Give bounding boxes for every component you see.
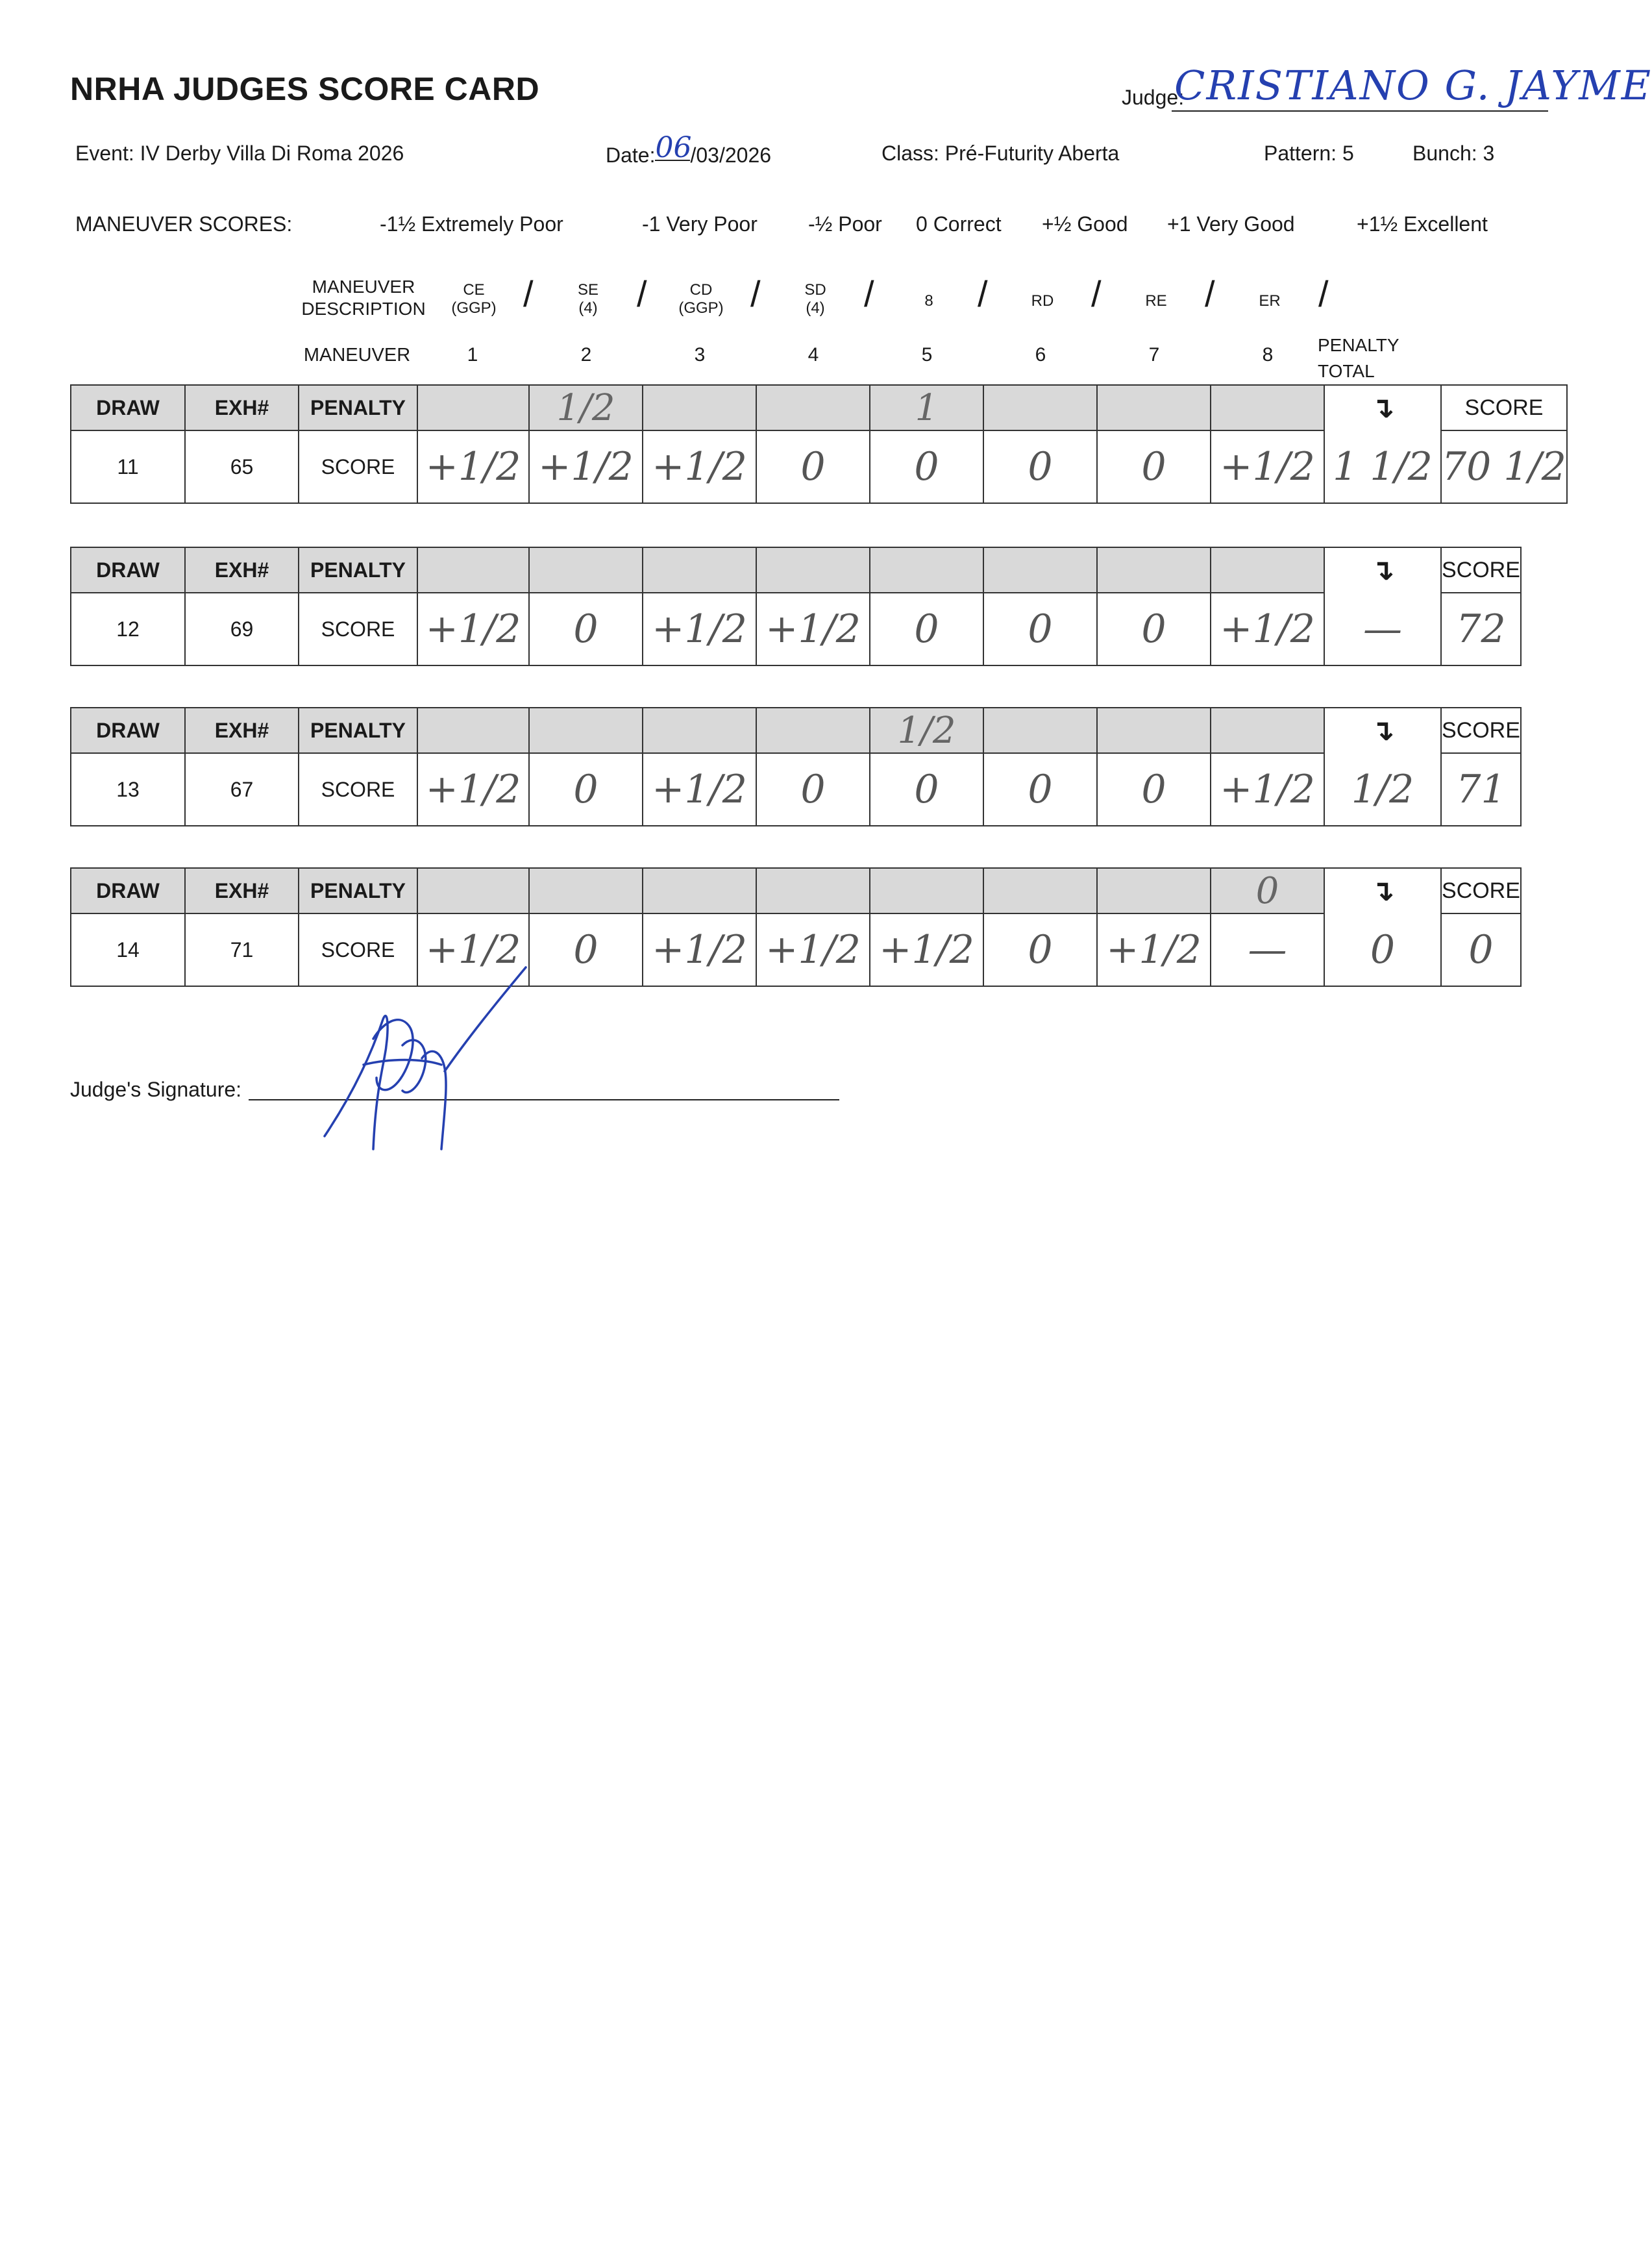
- scale-very-poor: -1 Very Poor: [642, 212, 758, 236]
- exh-header: EXH#: [185, 868, 299, 913]
- final-score-value[interactable]: 70 1/2: [1441, 430, 1567, 503]
- penalty-cell-6[interactable]: [983, 385, 1097, 430]
- maneuver-number-1: 1: [467, 344, 478, 366]
- draw-number: 11: [71, 430, 185, 503]
- maneuver-desc-4: SD (4): [804, 281, 826, 317]
- maneuver-score-cell-5[interactable]: 0: [870, 593, 983, 665]
- exh-header: EXH#: [185, 708, 299, 753]
- penalty-cell-1[interactable]: [417, 385, 529, 430]
- score-block: [70, 707, 1522, 826]
- maneuver-separator: /: [523, 273, 534, 314]
- date-day-handwritten[interactable]: 06: [655, 131, 692, 164]
- exhibitor-number: 71: [185, 913, 299, 986]
- maneuver-number-5: 5: [921, 344, 933, 366]
- penalty-cell-7[interactable]: [1097, 868, 1211, 913]
- score-row-label: SCORE: [299, 913, 417, 986]
- penalty-cell-6[interactable]: [983, 708, 1097, 753]
- penalty-total-arrow: ↴: [1324, 547, 1441, 593]
- maneuver-score-cell-1[interactable]: +1/2: [417, 430, 529, 503]
- draw-number: 12: [71, 593, 185, 665]
- judge-name-field[interactable]: [1172, 60, 1652, 112]
- maneuver-score-cell-7[interactable]: 0: [1097, 430, 1211, 503]
- penalty-cell-1[interactable]: [417, 708, 529, 753]
- maneuver-number-label: MANEUVER: [303, 345, 411, 366]
- maneuver-score-cell-5[interactable]: 0: [870, 430, 983, 503]
- maneuver-score-cell-7[interactable]: 0: [1097, 593, 1211, 665]
- event-name: Event: IV Derby Villa Di Roma 2026: [75, 142, 404, 165]
- penalty-cell-2[interactable]: 1/2: [529, 385, 643, 430]
- penalty-header: PENALTY: [299, 385, 417, 430]
- penalty-cell-3[interactable]: [643, 385, 756, 430]
- maneuver-desc-5: 8: [924, 292, 933, 310]
- scale-extremely-poor: -1½ Extremely Poor: [380, 212, 563, 236]
- penalty-cell-6[interactable]: [983, 868, 1097, 913]
- penalty-cell-4[interactable]: [756, 385, 870, 430]
- penalty-cell-7[interactable]: [1097, 385, 1211, 430]
- card-title: NRHA JUDGES SCORE CARD: [70, 71, 540, 107]
- maneuver-score-cell-4[interactable]: +1/2: [756, 593, 870, 665]
- draw-header: DRAW: [71, 868, 185, 913]
- maneuver-score-cell-1[interactable]: +1/2: [417, 593, 529, 665]
- penalty-total-value[interactable]: 0: [1324, 913, 1441, 986]
- scale-excellent: +1½ Excellent: [1357, 212, 1488, 236]
- pattern-number: Pattern: 5: [1264, 142, 1354, 165]
- penalty-cell-4[interactable]: [756, 547, 870, 593]
- penalty-total-value[interactable]: —: [1324, 593, 1441, 665]
- draw-header: DRAW: [71, 708, 185, 753]
- scale-good: +½ Good: [1042, 212, 1128, 236]
- penalty-cell-7[interactable]: [1097, 708, 1211, 753]
- maneuver-score-cell-2[interactable]: 0: [529, 593, 643, 665]
- score-row-label: SCORE: [299, 753, 417, 826]
- maneuver-score-cell-6[interactable]: 0: [983, 430, 1097, 503]
- penalty-total-arrow: ↴: [1324, 385, 1441, 430]
- maneuver-score-cell-2[interactable]: 0: [529, 753, 643, 826]
- penalty-header: PENALTY: [299, 868, 417, 913]
- maneuver-score-cell-1[interactable]: +1/2: [417, 753, 529, 826]
- maneuver-score-cell-6[interactable]: 0: [983, 913, 1097, 986]
- maneuver-number-3: 3: [694, 344, 706, 366]
- penalty-cell-4[interactable]: [756, 868, 870, 913]
- maneuver-desc-1: CE (GGP): [451, 281, 497, 317]
- penalty-cell-8[interactable]: [1211, 708, 1324, 753]
- penalty-cell-4[interactable]: [756, 708, 870, 753]
- maneuver-score-cell-3[interactable]: +1/2: [643, 753, 756, 826]
- maneuver-score-cell-4[interactable]: 0: [756, 753, 870, 826]
- maneuver-score-cell-3[interactable]: +1/2: [643, 913, 756, 986]
- penalty-total-label: PENALTY TOTAL: [1318, 335, 1399, 381]
- maneuver-score-cell-2[interactable]: 0: [529, 913, 643, 986]
- signature-label: Judge's Signature:: [70, 1078, 242, 1101]
- penalty-total-value[interactable]: 1 1/2: [1324, 430, 1441, 503]
- maneuver-score-cell-7[interactable]: 0: [1097, 753, 1211, 826]
- maneuver-separator: /: [750, 273, 761, 314]
- score-row-label: SCORE: [299, 430, 417, 503]
- maneuver-separator: /: [1205, 273, 1215, 314]
- score-column-header: SCORE: [1441, 547, 1521, 593]
- exhibitor-number: 69: [185, 593, 299, 665]
- maneuver-score-cell-8[interactable]: +1/2: [1211, 430, 1324, 503]
- penalty-total-arrow: ↴: [1324, 708, 1441, 753]
- draw-header: DRAW: [71, 547, 185, 593]
- maneuver-score-cell-7[interactable]: +1/2: [1097, 913, 1211, 986]
- score-column-header: SCORE: [1441, 385, 1567, 430]
- penalty-total-value[interactable]: 1/2: [1324, 753, 1441, 826]
- penalty-cell-2[interactable]: [529, 708, 643, 753]
- date-field: [606, 131, 772, 168]
- penalty-cell-5[interactable]: [870, 547, 983, 593]
- draw-number: 13: [71, 753, 185, 826]
- maneuver-score-cell-5[interactable]: 0: [870, 753, 983, 826]
- scale-very-good: +1 Very Good: [1167, 212, 1295, 236]
- maneuver-separator: /: [1091, 273, 1102, 314]
- penalty-cell-2[interactable]: [529, 868, 643, 913]
- class-name: Class: Pré-Futurity Aberta: [881, 142, 1120, 165]
- penalty-cell-8[interactable]: 0: [1211, 868, 1324, 913]
- maneuver-desc-6: RD: [1031, 292, 1054, 310]
- exhibitor-number: 67: [185, 753, 299, 826]
- penalty-header: PENALTY: [299, 547, 417, 593]
- penalty-cell-8[interactable]: [1211, 547, 1324, 593]
- maneuver-score-cell-1[interactable]: +1/2: [417, 913, 529, 986]
- penalty-cell-3[interactable]: [643, 547, 756, 593]
- judge-label: Judge:: [1122, 86, 1185, 109]
- maneuver-separator: /: [637, 273, 647, 314]
- maneuver-score-cell-4[interactable]: +1/2: [756, 913, 870, 986]
- date-rest: /03/2026: [690, 143, 772, 167]
- penalty-cell-2[interactable]: [529, 547, 643, 593]
- penalty-cell-5[interactable]: 1/2: [870, 708, 983, 753]
- maneuver-score-cell-4[interactable]: 0: [756, 430, 870, 503]
- score-row-label: SCORE: [299, 593, 417, 665]
- bunch-number: Bunch: 3: [1412, 142, 1495, 165]
- maneuver-desc-3: CD (GGP): [678, 281, 724, 317]
- maneuver-number-8: 8: [1262, 344, 1274, 366]
- scale-correct: 0 Correct: [916, 212, 1002, 236]
- date-label: Date:: [606, 143, 656, 167]
- score-column-header: SCORE: [1441, 868, 1521, 913]
- scale-poor: -½ Poor: [808, 212, 882, 236]
- draw-number: 14: [71, 913, 185, 986]
- penalty-cell-1[interactable]: [417, 868, 529, 913]
- maneuver-score-cell-8[interactable]: +1/2: [1211, 593, 1324, 665]
- penalty-cell-6[interactable]: [983, 547, 1097, 593]
- penalty-cell-1[interactable]: [417, 547, 529, 593]
- score-block: [70, 384, 1568, 504]
- maneuver-separator: /: [1318, 273, 1329, 314]
- penalty-cell-7[interactable]: [1097, 547, 1211, 593]
- penalty-total-arrow: ↴: [1324, 868, 1441, 913]
- penalty-cell-5[interactable]: 1: [870, 385, 983, 430]
- maneuver-score-cell-8[interactable]: +1/2: [1211, 753, 1324, 826]
- score-block: [70, 867, 1522, 987]
- final-score-value[interactable]: 0: [1441, 913, 1521, 986]
- maneuver-number-7: 7: [1148, 344, 1160, 366]
- final-score-value[interactable]: 72: [1441, 593, 1521, 665]
- judge-name-handwritten: CRISTIANO G. JAYME: [1174, 62, 1652, 109]
- penalty-cell-3[interactable]: [643, 868, 756, 913]
- score-column-header: SCORE: [1441, 708, 1521, 753]
- maneuver-score-cell-8[interactable]: —: [1211, 913, 1324, 986]
- maneuver-score-cell-6[interactable]: 0: [983, 753, 1097, 826]
- maneuver-score-cell-3[interactable]: +1/2: [643, 430, 756, 503]
- maneuver-number-4: 4: [808, 344, 819, 366]
- maneuver-separator: /: [978, 273, 988, 314]
- maneuver-scores-label: MANEUVER SCORES:: [75, 212, 293, 236]
- maneuver-desc-7: RE: [1145, 292, 1167, 310]
- exhibitor-number: 65: [185, 430, 299, 503]
- score-block: [70, 547, 1522, 666]
- penalty-cell-5[interactable]: [870, 868, 983, 913]
- maneuver-desc-8: ER: [1259, 292, 1281, 310]
- maneuver-separator: /: [864, 273, 874, 314]
- penalty-cell-8[interactable]: [1211, 385, 1324, 430]
- exh-header: EXH#: [185, 547, 299, 593]
- draw-header: DRAW: [71, 385, 185, 430]
- maneuver-description-label: MANEUVER DESCRIPTION: [301, 277, 426, 319]
- maneuver-score-cell-2[interactable]: +1/2: [529, 430, 643, 503]
- maneuver-number-6: 6: [1035, 344, 1046, 366]
- handwritten-signature: [312, 961, 532, 1162]
- penalty-cell-3[interactable]: [643, 708, 756, 753]
- exh-header: EXH#: [185, 385, 299, 430]
- maneuver-number-2: 2: [580, 344, 592, 366]
- maneuver-desc-2: SE (4): [577, 281, 598, 317]
- maneuver-score-cell-5[interactable]: +1/2: [870, 913, 983, 986]
- maneuver-score-cell-3[interactable]: +1/2: [643, 593, 756, 665]
- final-score-value[interactable]: 71: [1441, 753, 1521, 826]
- maneuver-score-cell-6[interactable]: 0: [983, 593, 1097, 665]
- penalty-header: PENALTY: [299, 708, 417, 753]
